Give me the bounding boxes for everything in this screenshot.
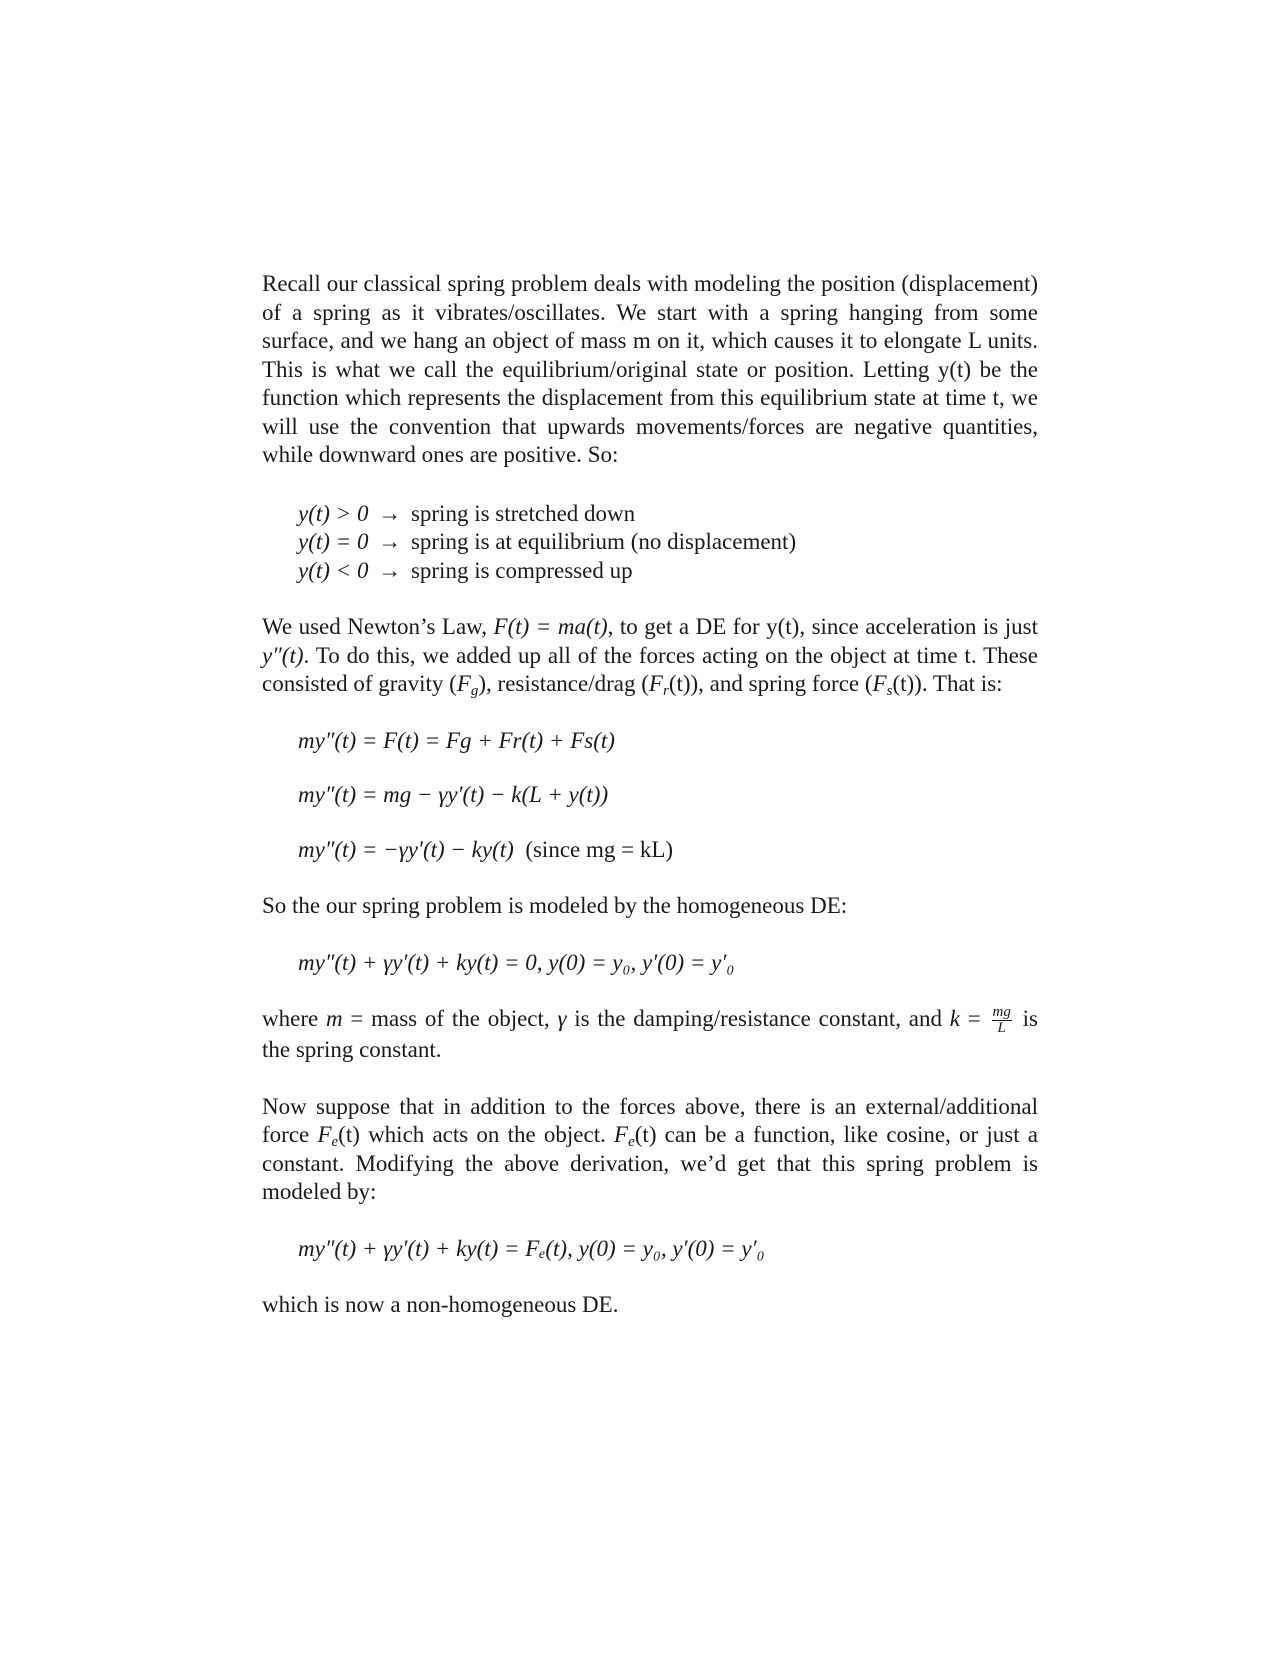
equation-homogeneous: my″(t) + γy′(t) + ky(t) = 0, y(0) = y₀, y′(0) = y′₀ bbox=[298, 949, 735, 975]
equation-force-expanded: my″(t) = mg − γy′(t) − k(L + y(t)) bbox=[298, 782, 609, 807]
fraction-mg-over-l: $\frac{mg}{L}$ bbox=[992, 1004, 1011, 1037]
equation-force-simplified: my″(t) = −γy′(t) − ky(t) (since mg = kL) bbox=[298, 836, 674, 862]
arrow-icon: → bbox=[378, 557, 402, 583]
case-condition: y(t) < 0 bbox=[298, 557, 369, 583]
document-page bbox=[262, 270, 1038, 1320]
closing-paragraph: which is now a non-homogeneous DE. bbox=[262, 1292, 619, 1318]
external-force-paragraph: Now suppose that in addition to the forces above, there is an external/additional force $F_e(t)$ which acts on the object. $F_e(t)$ can be a function, like cosine, or just a constant. Modifying the above derivation, we’d get that this spring problem is modeled by: bbox=[262, 1093, 1038, 1205]
intro-paragraph: Recall our classical spring problem deals with modeling the position (displacement) of a spring as it vibrates/oscillates. We start with a spring hanging from some surface, and we hang an object of mass m on it, which causes it to elongate L units. This is what we call the equilibrium/original state or position. Letting y(t) be the function which represents the displacement from this equilibrium state at time t, we will use the convention that upwards movements/forces are negative quantities, while downward ones are positive. So: bbox=[262, 271, 1038, 467]
arrow-icon: → bbox=[378, 500, 402, 526]
equation-force-sum: my″(t) = F(t) = Fg + Fr(t) + Fs(t) bbox=[298, 727, 615, 753]
case-meaning: spring is compressed up bbox=[410, 557, 633, 583]
equation-note: (since mg = kL) bbox=[525, 836, 674, 862]
case-stretched bbox=[298, 500, 1038, 529]
case-condition: y(t) > 0 bbox=[298, 500, 369, 526]
case-meaning: spring is at equilibrium (no displacement) bbox=[410, 529, 797, 554]
constants-paragraph: where m = mass of the object, γ is the damping/resistance constant, and k = $\frac{mg}{L}$ is the spring constant. bbox=[262, 1004, 1038, 1063]
arrow-icon: → bbox=[378, 529, 402, 554]
case-compressed bbox=[298, 557, 1038, 586]
case-equilibrium bbox=[298, 528, 1038, 557]
case-condition: y(t) = 0 bbox=[298, 529, 369, 554]
equation-nonhomogeneous: my″(t) + γy′(t) + ky(t) = Fₑ(t), y(0) = y₀, y′(0) = y′₀ bbox=[298, 1235, 765, 1261]
homogeneous-intro: So the our spring problem is modeled by the homogeneous DE: bbox=[262, 893, 848, 918]
newton-paragraph: We used Newton’s Law, F(t) = ma(t), to get a DE for y(t), since acceleration is just y″(t). To do this, we added up all of the forces acting on the object at time t. These consisted of gravity $(F_g)$, resistance/drag $(F_r(t))$, and spring force $(F_s(t))$. That is: bbox=[262, 614, 1038, 699]
case-meaning: spring is stretched down bbox=[410, 500, 636, 526]
displacement-cases bbox=[298, 500, 1038, 586]
